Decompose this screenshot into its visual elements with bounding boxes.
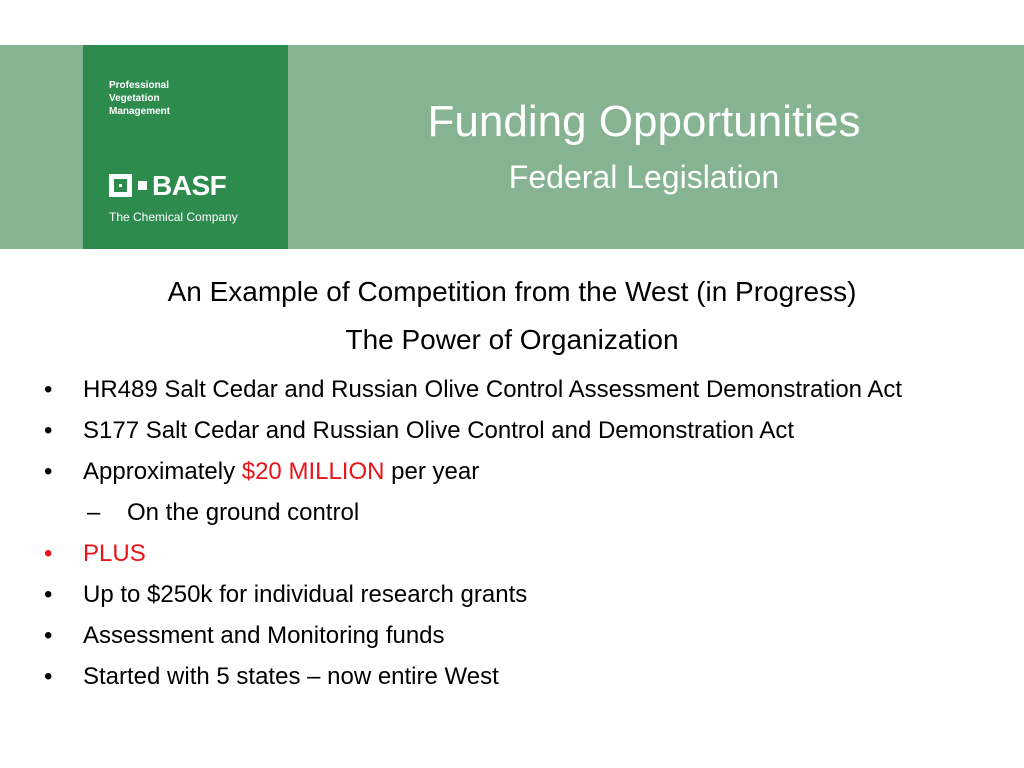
bullet-item	[44, 414, 1004, 447]
bullet-text: On the ground control	[127, 499, 360, 526]
bullet-item	[44, 455, 1004, 488]
content-subheading: The Power of Organization	[345, 324, 679, 355]
logo-tagline-line: Professional	[109, 80, 170, 91]
bullet-text: S177 Salt Cedar and Russian Olive Control and Demonstration Act	[83, 417, 795, 444]
logo-brand-name: BASF	[152, 170, 227, 201]
logo-square-icon	[109, 174, 132, 197]
sub-bullet-item	[44, 496, 1004, 529]
logo-tagline-line: Management	[109, 106, 171, 117]
logo-subtitle: The Chemical Company	[109, 210, 238, 224]
bullet-marker: •	[44, 540, 53, 567]
slide-subtitle: Federal Legislation	[508, 159, 780, 195]
bullet-item	[44, 578, 1004, 611]
basf-logo-panel	[83, 45, 288, 249]
bullet-text: HR489 Salt Cedar and Russian Olive Control Assessment Demonstration Act	[83, 376, 903, 403]
slide-title: Funding Opportunities	[427, 97, 861, 146]
bullet-marker: •	[44, 663, 53, 690]
bullet-item	[44, 660, 1004, 693]
logo-tagline-line: Vegetation	[109, 93, 160, 104]
funding-amount-highlight: $20 MILLION	[241, 458, 385, 485]
bullet-marker: •	[44, 458, 53, 485]
bullet-item	[44, 373, 1004, 406]
bullet-marker: •	[44, 622, 53, 649]
logo-small-square-icon	[138, 181, 147, 190]
bullet-text: Approximately	[83, 458, 242, 485]
bullet-text-suffix: per year	[384, 458, 480, 485]
bullet-text: Assessment and Monitoring funds	[83, 622, 445, 649]
basf-logo-mark	[109, 172, 269, 202]
bullet-item	[44, 619, 1004, 652]
sub-bullet-marker: –	[87, 499, 101, 526]
bullet-marker: •	[44, 417, 53, 444]
bullet-marker: •	[44, 581, 53, 608]
content-heading: An Example of Competition from the West (in Progress)	[167, 276, 857, 307]
bullet-text: Started with 5 states – now entire West	[83, 663, 499, 690]
bullet-item-highlight	[44, 537, 1004, 570]
bullet-text: Up to $250k for individual research grants	[83, 581, 528, 608]
logo-tagline	[109, 79, 279, 118]
bullet-list	[44, 373, 1004, 701]
bullet-text: PLUS	[83, 540, 146, 567]
bullet-marker: •	[44, 376, 53, 403]
